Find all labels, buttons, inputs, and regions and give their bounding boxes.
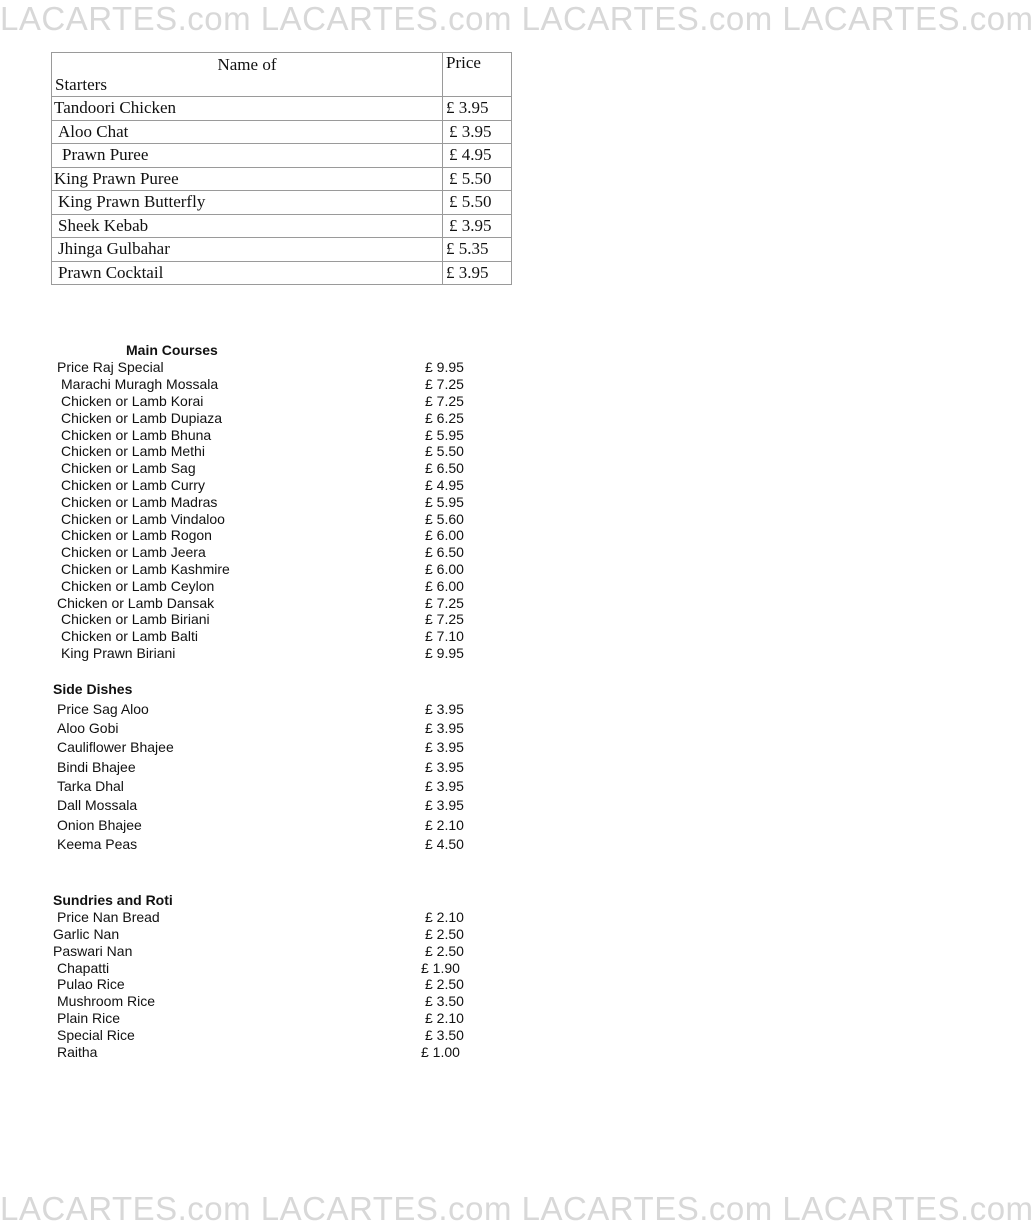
item-price: £ 2.10	[425, 817, 464, 833]
item-price: £ 7.10	[425, 628, 464, 644]
watermark-top: LACARTES.com LACARTES.com LACARTES.com LACARTES.com	[0, 0, 1034, 37]
table-row	[52, 214, 512, 238]
item-name: Chicken or Lamb Vindaloo	[61, 511, 225, 527]
item-name: Chicken or Lamb Korai	[61, 393, 204, 409]
list-item	[0, 817, 870, 834]
item-price: £ 3.50	[425, 993, 464, 1009]
item-price: £ 6.50	[425, 544, 464, 560]
item-price: £ 7.25	[425, 595, 464, 611]
item-price: £ 2.10	[425, 1010, 464, 1026]
table-row	[52, 238, 512, 262]
list-item	[0, 1027, 870, 1044]
list-item	[0, 494, 870, 511]
list-item	[0, 701, 870, 718]
list-item	[0, 359, 870, 376]
item-price: £ 5.95	[425, 427, 464, 443]
item-price: £ 3.95	[425, 739, 464, 755]
item-name: Aloo Gobi	[57, 720, 119, 736]
item-price: £ 9.95	[425, 359, 464, 375]
item-name: Marachi Muragh Mossala	[61, 376, 219, 392]
list-item	[0, 720, 870, 737]
item-price: £ 5.95	[425, 494, 464, 510]
item-name: Price Raj Special	[57, 359, 164, 375]
list-item	[0, 561, 870, 578]
list-item	[0, 739, 870, 756]
list-item	[0, 1044, 870, 1061]
item-price: £ 7.25	[425, 611, 464, 627]
item-name: Price Sag Aloo	[57, 701, 149, 717]
table-row	[52, 191, 512, 215]
item-price: £ 6.00	[425, 578, 464, 594]
item-name: Bindi Bhajee	[57, 759, 136, 775]
item-name: Cauliflower Bhajee	[57, 739, 174, 755]
starters-header-name	[52, 53, 443, 97]
item-name: Tarka Dhal	[57, 778, 124, 794]
item-price: £ 2.50	[425, 926, 464, 942]
item-name: Chicken or Lamb Biriani	[61, 611, 210, 627]
item-price: £ 2.50	[425, 976, 464, 992]
side-dishes-title: Side Dishes	[53, 681, 133, 697]
table-row	[52, 97, 512, 121]
item-name: Chicken or Lamb Jeera	[61, 544, 206, 560]
list-item	[0, 960, 870, 977]
starter-price: £ 5.50	[443, 191, 512, 215]
item-price: £ 6.00	[425, 561, 464, 577]
header-name-top: Name of	[217, 55, 277, 74]
item-name: Onion Bhajee	[57, 817, 142, 833]
sundries-title: Sundries and Roti	[53, 892, 173, 908]
list-item	[0, 544, 870, 561]
list-item	[0, 611, 870, 628]
item-price: £ 6.25	[425, 410, 464, 426]
item-price: £ 2.10	[425, 909, 464, 925]
list-item	[0, 595, 870, 612]
item-price: £ 1.90	[421, 960, 460, 976]
item-name: Mushroom Rice	[57, 993, 156, 1009]
item-name: Chapatti	[57, 960, 110, 976]
starter-price: £ 3.95	[443, 214, 512, 238]
item-name: Price Nan Bread	[57, 909, 160, 925]
list-item	[0, 943, 870, 960]
list-item	[0, 909, 870, 926]
item-price: £ 3.95	[425, 778, 464, 794]
item-name: King Prawn Biriani	[61, 645, 176, 661]
starter-price: £ 3.95	[443, 97, 512, 121]
item-name: Dall Mossala	[57, 797, 138, 813]
starter-name: Tandoori Chicken	[52, 97, 443, 121]
starter-name: King Prawn Puree	[52, 167, 443, 191]
starter-price: £ 5.35	[443, 238, 512, 262]
list-item	[0, 1010, 870, 1027]
table-row	[52, 261, 512, 285]
item-price: £ 6.50	[425, 460, 464, 476]
item-price: £ 5.50	[425, 443, 464, 459]
starter-name: King Prawn Butterfly	[52, 191, 443, 215]
item-price: £ 5.60	[425, 511, 464, 527]
item-price: £ 2.50	[425, 943, 464, 959]
item-name: Plain Rice	[57, 1010, 121, 1026]
list-item	[0, 527, 870, 544]
starter-price: £ 5.50	[443, 167, 512, 191]
table-row	[52, 167, 512, 191]
list-item	[0, 410, 870, 427]
item-name: Special Rice	[57, 1027, 135, 1043]
list-item	[0, 511, 870, 528]
list-item	[0, 427, 870, 444]
item-name: Chicken or Lamb Rogon	[61, 527, 212, 543]
item-name: Chicken or Lamb Dupiaza	[61, 410, 223, 426]
list-item	[0, 993, 870, 1010]
starter-name: Prawn Cocktail	[52, 261, 443, 285]
starter-name: Sheek Kebab	[52, 214, 443, 238]
main-courses-title: Main Courses	[126, 342, 218, 358]
item-name: Garlic Nan	[53, 926, 120, 942]
item-price: £ 6.00	[425, 527, 464, 543]
list-item	[0, 578, 870, 595]
item-price: £ 3.95	[425, 701, 464, 717]
item-name: Paswari Nan	[53, 943, 133, 959]
list-item	[0, 376, 870, 393]
item-price: £ 1.00	[421, 1044, 460, 1060]
item-price: £ 4.50	[425, 836, 464, 852]
item-price: £ 3.95	[425, 720, 464, 736]
item-name: Chicken or Lamb Ceylon	[61, 578, 215, 594]
item-price: £ 3.95	[425, 797, 464, 813]
starter-price: £ 3.95	[443, 261, 512, 285]
item-name: Chicken or Lamb Curry	[61, 477, 205, 493]
item-name: Chicken or Lamb Kashmire	[61, 561, 230, 577]
list-item	[0, 460, 870, 477]
list-item	[0, 393, 870, 410]
item-price: £ 9.95	[425, 645, 464, 661]
starters-header-row	[52, 53, 512, 97]
list-item	[0, 759, 870, 776]
item-name: Chicken or Lamb Madras	[61, 494, 218, 510]
item-price: £ 4.95	[425, 477, 464, 493]
item-name: Pulao Rice	[57, 976, 125, 992]
header-name-bottom: Starters	[55, 75, 107, 94]
item-name: Chicken or Lamb Sag	[61, 460, 196, 476]
item-name: Chicken or Lamb Methi	[61, 443, 205, 459]
starter-name: Prawn Puree	[52, 144, 443, 168]
list-item	[0, 778, 870, 795]
list-item	[0, 926, 870, 943]
item-price: £ 7.25	[425, 376, 464, 392]
item-name: Raitha	[57, 1044, 98, 1060]
item-price: £ 3.50	[425, 1027, 464, 1043]
item-name: Chicken or Lamb Balti	[61, 628, 198, 644]
list-item	[0, 477, 870, 494]
list-item	[0, 443, 870, 460]
list-item	[0, 976, 870, 993]
item-price: £ 7.25	[425, 393, 464, 409]
item-name: Chicken or Lamb Dansak	[57, 595, 215, 611]
starter-price: £ 4.95	[443, 144, 512, 168]
starters-table	[51, 52, 512, 285]
table-row	[52, 144, 512, 168]
item-price: £ 3.95	[425, 759, 464, 775]
starter-name: Jhinga Gulbahar	[52, 238, 443, 262]
list-item	[0, 836, 870, 853]
list-item	[0, 628, 870, 645]
item-name: Chicken or Lamb Bhuna	[61, 427, 212, 443]
table-row	[52, 120, 512, 144]
watermark-bottom: LACARTES.com LACARTES.com LACARTES.com LACARTES.com	[0, 1190, 1034, 1227]
list-item	[0, 645, 870, 662]
starter-price: £ 3.95	[443, 120, 512, 144]
starter-name: Aloo Chat	[52, 120, 443, 144]
starters-header-price: Price	[443, 53, 512, 97]
item-name: Keema Peas	[57, 836, 138, 852]
list-item	[0, 797, 870, 814]
